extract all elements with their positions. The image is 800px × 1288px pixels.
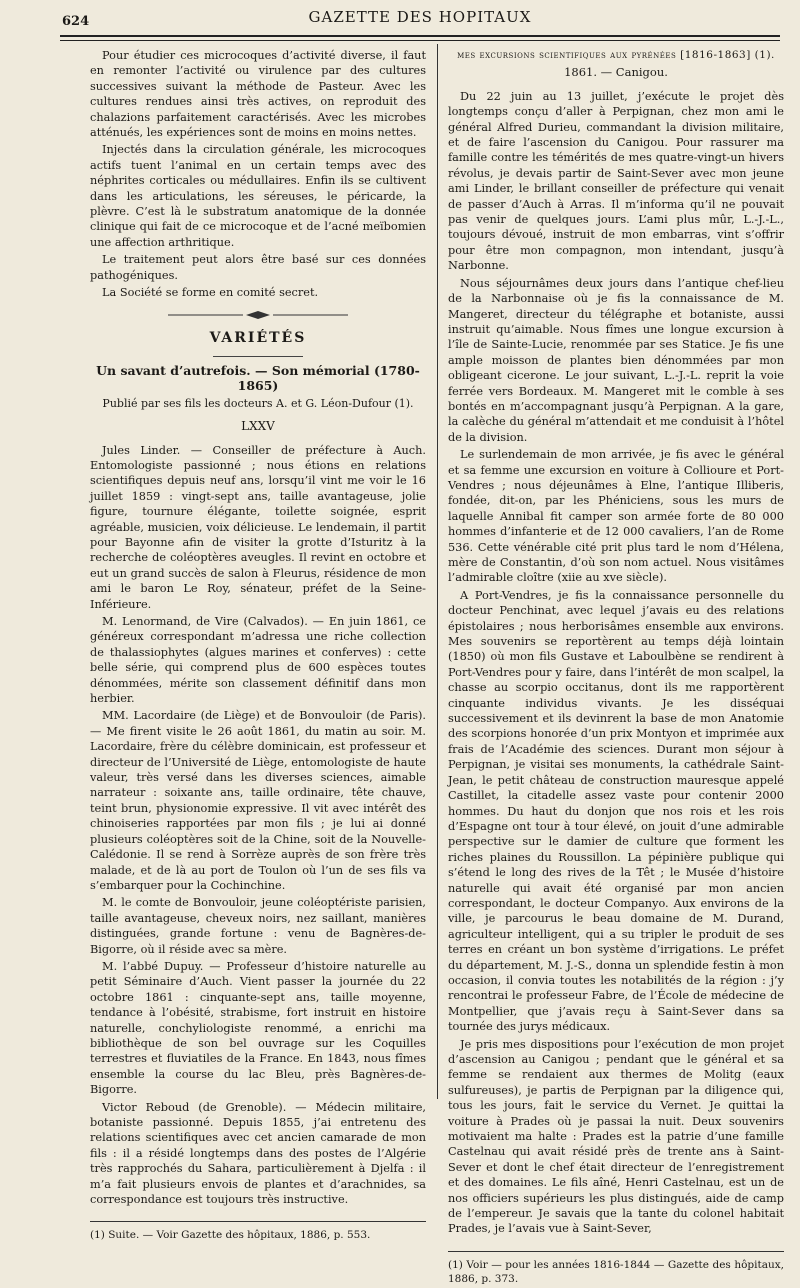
header-rule [60,35,780,37]
paragraph: MM. Lacordaire (de Liège) et de Bonvouloir (de Paris). — Me firent visite le 26 août 1861, du matin au soir. M. Lacordaire, frère du célèbre dominicain, est professeur et directeur de l’Université de Liège, entomologiste de haute valeur, très versé dans les diverses sciences, aimable narrateur : soixante ans, taille ordinaire, tête chauve, teint brun, physionomie expressive. Il vit avec intérêt des chinoiseries rapportées par mon fils ; je lui ai donné plusieurs coléoptères soit de la Chine, soit de la Nouvelle-Calédonie. Il se rend à Sorrèze auprès de son frère très malade, et de là au port de Toulon où l’un de ses fils va s’embarquer pour la Cochinchine. [90,709,426,892]
running-title: GAZETTE DES HOPITAUX [308,8,532,26]
paragraph: A Port-Vendres, je fis la connaissance personnelle du docteur Penchinat, avec lequel j’avais eu des relations épistolaires ; nous herborisâmes ensemble aux environs. Mes souvenirs se reportèrent au temps déjà lointain (1850) où mon fils Gustave et Laboulbène se rendirent à Port-Vendres pour y faire, dans l’intérêt de mon scalpel, la chasse au scorpio occitanus, dont ils me rapportèrent cinquante individus vivants. Je les disséquai successivement et ils devinrent la base de mon Anatomie des scorpions honorée d’un prix Montyon et imprimée aux frais de l’Académie des sciences. Durant mon séjour à Perpignan, je visitai ses monuments, la cathédrale Saint-Jean, le petit château de construction mauresque appelé Castillet, la citadelle assez vaste pour contenir 2000 hommes. Du haut du donjon que nos rois et les rois d’Espagne ont tour à tour élevé, on jouit d’une admirable perspective sur le damier de culture que forment les riches plaines du Roussillon. La pépinière publique qui s’étend le long des rives de la Têt ; le Musée d’histoire naturelle qui avait été organisé par mon ancien correspondant, le docteur Companyo. Aux environs de la ville, je parcourus le beau domaine de M. Durand, agriculteur intelligent, qui a su tripler le produit de ses terres en créant un bon système d’irrigations. Le préfet du département, M. J.-S., donna un splendide festin à mon occasion, il convia toutes les notabilités de la région : j’y rencontrai le professeur Fabre, de l’École de médecine de Montpellier, que j’avais reçu à Saint-Sever dans sa tournée des jurys médicaux. [448,588,784,1034]
paragraph: M. le comte de Bonvouloir, jeune coléoptériste parisien, taille avantageuse, cheveux noirs, nez saillant, manières distinguées, grande fortune : venu de Bagnères-de-Bigorre, où il réside avec sa mère. [90,896,426,956]
paragraph: Jules Linder. — Conseiller de préfecture à Auch. Entomologiste passionné ; nous étions en relations scientifiques depuis neuf ans, lorsqu’il vint me voir le 16 juillet 1859 : vingt-sept ans, taille avantageuse, jolie figure, tournure élégante, toilette soignée, esprit agréable, musicien, voix délicieuse. Le lendemain, il partit pour Bayonne afin de visiter la grotte d’Isturitz à la recherche de coléoptères aveugles. Il revint en octobre et eut un grand succès de salon à Fleurus, résidence de mon ami le baron Le Roy, sénateur, préfet de la Seine-Inférieure. [90,443,426,611]
ornament-divider [158,309,358,321]
footnote-rule [90,1221,426,1222]
column-subheading: 1861. — Canigou. [564,65,668,80]
paragraph: Le traitement peut alors être basé sur ces données pathogéniques. [90,253,426,282]
footnote-rule [448,1251,784,1252]
paragraph: La Société se forme en comité secret. [102,286,319,300]
article-subtitle: Publié par ses fils les docteurs A. et G. Léon-Dufour (1). [102,396,414,410]
footnote: (1) Voir — pour les années 1816-1844 — Gazette des hôpitaux, 1886, p. 373. [448,1258,784,1285]
paragraph: Le surlendemain de mon arrivée, je fis avec le général et sa femme une excursion en voiture à Collioure et Port-Vendres ; nous déjeunâmes à Elne, l’antique Illiberis, fondée, dit-on, par les Phéniciens, sous les murs de laquelle Annibal fit camper son armée forte de 80 000 hommes d’infanterie et de 12 000 cavaliers, l’an de Rome 536. Cette vénérable cité prit plus tard le nom d’Hélena, mère de Constantin, d’où son nom actuel. Nous visitâmes l’admirable cloître (xiie au xve siècle). [448,448,784,585]
article-title: Un savant d’autrefois. — Son mémorial (1780-1865) [96,362,420,394]
chapter-number: LXXV [241,419,275,434]
footnote: (1) Suite. — Voir Gazette des hôpitaux, 1886, p. 553. [90,1229,371,1242]
paragraph: M. l’abbé Dupuy. — Professeur d’histoire naturelle au petit Séminaire d’Auch. Vient passer la journée du 22 octobre 1861 : cinquante-sept ans, taille moyenne, tendance à l’obésité, strabisme, fort instruit en histoire naturelle, conchyliologiste renommé, a enrichi ma bibliothèque de son bel ouvrage sur les Coquilles terrestres et fluviatiles de la France. En 1843, nous fîmes ensemble la course du lac Bleu, près Bagnères-de-Bigorre. [90,959,426,1097]
column-divider [437,44,438,1099]
paragraph: Je pris mes dispositions pour l’exécution de mon projet d’ascension au Canigou ; pendant que le général et sa femme se rendaient aux thermes de Molitg (eaux sulfureuses), je partis de Perpignan par la diligence qui, tous les jours, fait le service du Vernet. Je quittai la voiture à Prades où je passai la nuit. Deux souvenirs motivaient ma halte : Prades est la patrie d’une famille Castelnau qui avait résidé près de trente ans à Saint-Sever et dont le chef était directeur de l’enregistrement et des domaines. Le fils aîné, Henri Castelnau, est un de nos officiers supérieurs les plus distingués, aide de camp de l’empereur. Je savais que la tante du colonel habitait Prades, je l’avais vue à Saint-Sever, [448,1037,784,1236]
paragraph: M. Lenormand, de Vire (Calvados). — En juin 1861, ce généreux correspondant m’adressa une riche collection de thalassiophytes (algues marines et conferves) : cette belle série, qui comprend plus de 600 espèces toutes dénommées, mérite son classement définitif dans mon herbier. [90,615,426,706]
section-title: VARIÉTÉS [209,329,307,346]
header-rule-thin [60,40,780,41]
page-header [60,6,780,32]
column-heading: mes excursions scientifiques aux pyrénées [1816-1863] (1). [457,49,775,61]
paragraph: Victor Reboud (de Grenoble). — Médecin militaire, botaniste passionné. Depuis 1855, j’ai entretenu des relations scientifiques avec cet ancien camarade de mon fils : il a résidé longtemps dans des postes de l’Algérie très rapprochés du Sahara, particulièrement à Djelfa : il m’a fait plusieurs envois de plantes et d’arachnides, sa correspondance est toujours très instructive. [90,1100,426,1207]
paragraph: Nous séjournâmes deux jours dans l’antique chef-lieu de la Narbonnaise où je fis la connaissance de M. Mangeret, directeur du télégraphe et botaniste, aussi instruit qu’aimable. Nous fîmes une longue excursion à l’île de Sainte-Lucie, renommée par ses Statice. Je fis une ample moisson de plantes bien dénommées par mon obligeant cicerone. Le jour suivant, L.-J.-L. reprit la voie ferrée vers Bordeaux. M. Mangeret mit le comble à ses bontés en m’accompagnant jusqu’à Perpignan. A la gare, la calèche du général m’attendait et me conduisit à l’hôtel de la division. [448,276,784,444]
left-column [90,48,426,1244]
page-number: 624 [62,14,90,29]
paragraph: Injectés dans la circulation générale, les microcoques actifs tuent l’animal en un certain temps avec des néphrites corticales ou médullaires. Enfin ils se cultivent dans les articulations, les séreuses, le péricarde, la plèvre. C’est là le substratum anatomique de la donnée clinique qui fait de ce microcoque et de l’acné meïbomien une affection arthritique. [90,143,426,249]
paragraph: Du 22 juin au 13 juillet, j’exécute le projet dès longtemps conçu d’aller à Perpignan, chez mon ami le général Alfred Durieu, commandant la division militaire, et de faire l’ascension du Canigou. Pour rassurer ma famille contre les témérités de mes quatre-vingt-un hivers révolus, je devais partir de Saint-Sever avec mon jeune ami Linder, le brillant conseiller de préfecture qui venait de passer d’Auch à Arras. Il m’informa qu’il ne pouvait pas venir de quelques jours. L’ami plus mûr, L.-J.-L., toujours dévoué, instruit de mon embarras, vint s’offrir pour être mon compagnon, mon intendant, jusqu’à Narbonne. [448,89,784,273]
right-column [448,48,784,1288]
short-rule [213,356,303,357]
paragraph: Pour étudier ces microcoques d’activité diverse, il faut en remonter l’activité ou virulence par des cultures successives suivant la méthode de Pasteur. Avec les cultures rendues ainsi très actives, on reproduit des chalazions parfaitement caractérisés. Avec les microbes atténués, les expériences sont de moins en moins nettes. [90,49,426,140]
